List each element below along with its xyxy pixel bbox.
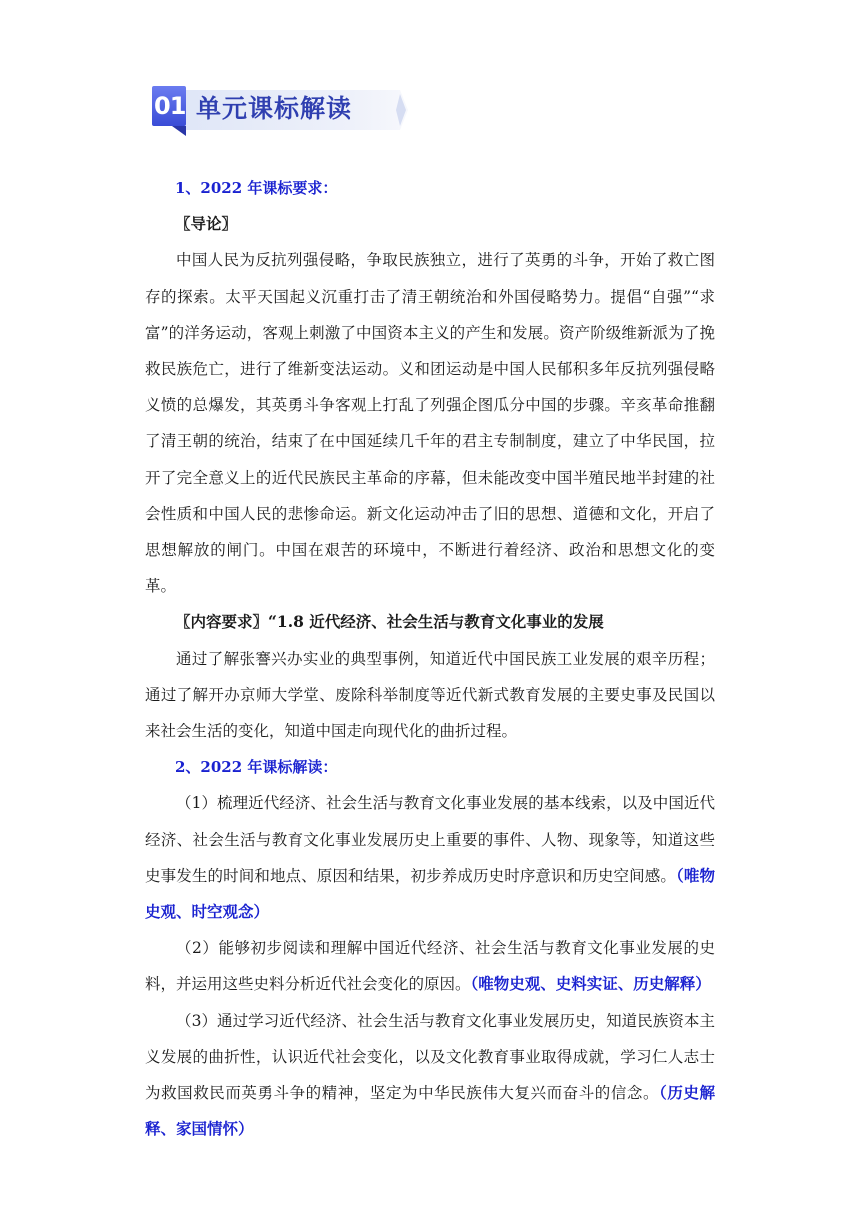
interpretation-text-2: （2）能够初步阅读和理解中国近代经济、社会生活与教育文化事业发展的史料，并运用这些史料分析近代社会变化的原因。 <box>145 939 715 994</box>
content-requirement-paragraph: 通过了解张謇兴办实业的典型事例，知道近代中国民族工业发展的艰辛历程；通过了解开办京师大学堂、废除科举制度等近代新式教育发展的主要史事及民国以来社会生活的变化，知道中国走向现代化的曲折过程。 <box>145 649 715 741</box>
interpretation-text-3: （3）通过学习近代经济、社会生活与教育文化事业发展历史，知道民族资本主义发展的曲折性，认识近代社会变化，以及文化教育事业取得成就，学习仁人志士为救国救民而英勇斗争的精神，坚定为中华民族伟大复兴而奋斗的信念。 <box>145 1011 715 1103</box>
section2-heading: 2、2022 年课标解读： <box>175 758 338 777</box>
literacy-tag-2: （唯物史观、史料实证、历史解释） <box>470 974 711 994</box>
main-content <box>145 170 715 1147</box>
interpretation-item-3 <box>145 1003 715 1148</box>
interpretation-item-2 <box>145 930 715 1002</box>
section1-heading: 1、2022 年课标要求： <box>175 179 338 197</box>
intro-label: 〖导论〗 <box>175 214 238 234</box>
interpretation-text-1: （1）梳理近代经济、社会生活与教育文化事业发展的基本线索，以及中国近代经济、社会生活与教育文化事业发展历史上重要的事件、人物、现象等，知道这些史事发生的时间和地点、原因和结果，初步养成历史时序意识和历史空间感。 <box>145 794 715 885</box>
literacy-tag-1: （唯物史观、时空观念） <box>145 865 715 922</box>
literacy-tag-3: （历史解释、家国情怀） <box>145 1083 715 1139</box>
section-banner <box>150 80 412 138</box>
intro-paragraph: 中国人民为反抗列强侵略，争取民族独立，进行了英勇的斗争，开始了救亡图存的探索。太平天国起义沉重打击了清王朝统治和外国侵略势力。提倡“自强”“求富”的洋务运动，客观上刺激了中国资本主义的产生和发展。资产阶级维新派为了挽救民族危亡，进行了维新变法运动。义和团运动是中国人民郁积多年反抗列强侵略义愤的总爆发，其英勇斗争客观上打乱了列强企图瓜分中国的步骤。辛亥革命推翻了清王朝的统治，结束了在中国延续几千年的君主专制制度，建立了中华民国，拉开了完全意义上的近代民族民主革命的序幕，但未能改变中国半殖民地半封建的社会性质和中国人民的悲惨命运。新文化运动冲击了旧的思想、道德和文化，开启了思想解放的闸门。中国在艰苦的环境中，不断进行着经济、政治和思想文化的变革。 <box>145 251 715 596</box>
interpretation-item-1 <box>145 785 715 930</box>
banner-title: 单元课标解读 <box>196 94 353 123</box>
content-requirement-label: 〖内容要求〗“1.8 近代经济、社会生活与教育文化事业的发展 <box>175 612 604 632</box>
banner-number: 01 <box>154 92 186 120</box>
